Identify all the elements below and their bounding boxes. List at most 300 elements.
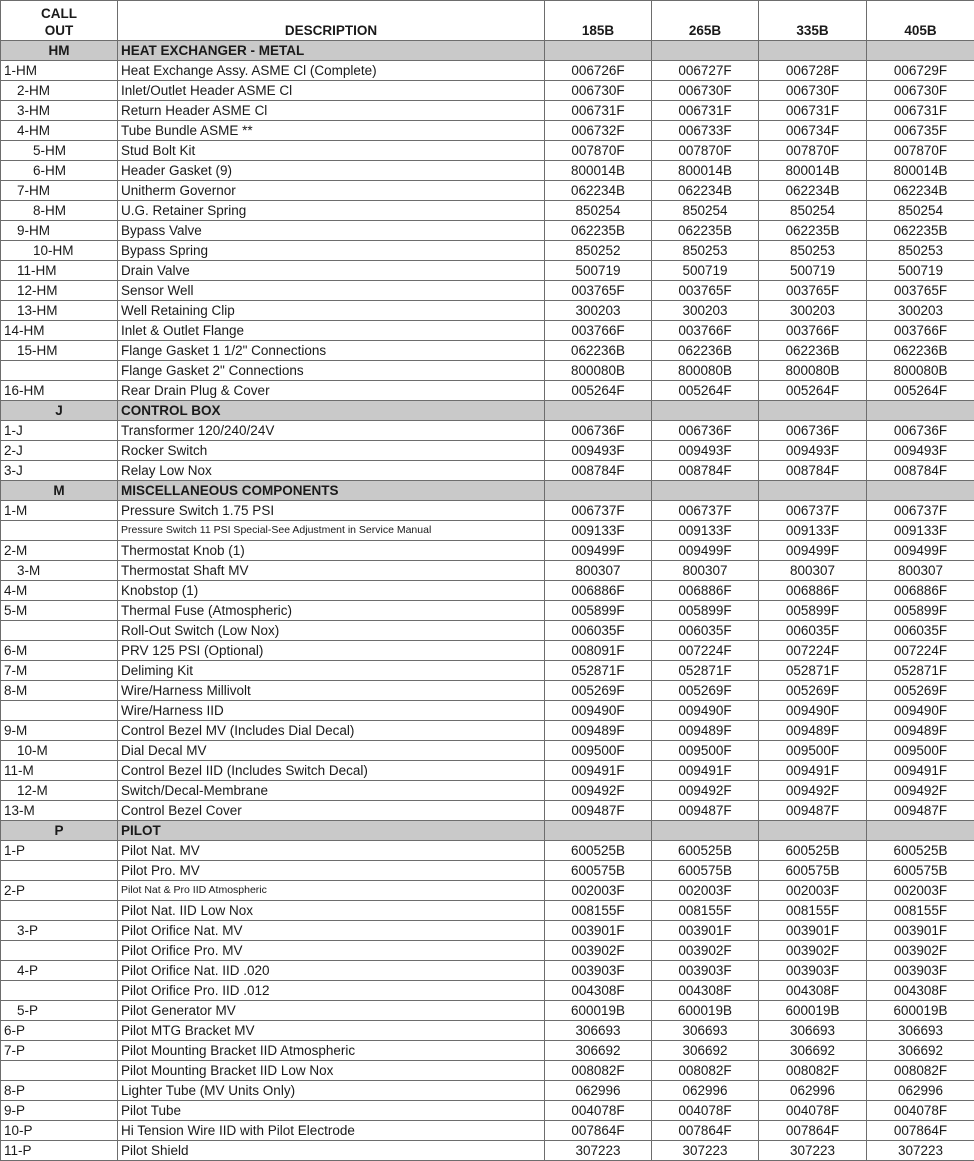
part-number-cell: 800014B: [545, 161, 652, 181]
header-row: [1, 1, 974, 41]
callout-cell: [1, 941, 118, 961]
table-row: [1, 1141, 974, 1161]
part-number-cell: 062235B: [867, 221, 974, 241]
part-number-cell: 052871F: [867, 661, 974, 681]
part-number-cell: 006728F: [759, 61, 867, 81]
part-number-cell: 006886F: [652, 581, 759, 601]
part-number-cell: 008784F: [759, 461, 867, 481]
part-number-cell: 007224F: [867, 641, 974, 661]
part-number-cell: 006730F: [652, 81, 759, 101]
part-number-cell: 004308F: [652, 981, 759, 1001]
section-header-row: [1, 41, 974, 61]
table-row: [1, 61, 974, 81]
table-row: [1, 141, 974, 161]
model-header-335b: 335B: [759, 1, 867, 41]
part-number-cell: 009490F: [759, 701, 867, 721]
part-number-cell: 008155F: [867, 901, 974, 921]
table-row: [1, 681, 974, 701]
part-number-cell: 009490F: [545, 701, 652, 721]
description-cell: Inlet/Outlet Header ASME Cl: [118, 81, 545, 101]
section-title: CONTROL BOX: [118, 401, 545, 421]
part-number-cell: 009499F: [867, 541, 974, 561]
part-number-cell: 009133F: [759, 521, 867, 541]
callout-cell: 8-M: [1, 681, 118, 701]
part-number-cell: 008784F: [652, 461, 759, 481]
callout-cell: 9-P: [1, 1101, 118, 1121]
part-number-cell: 006736F: [759, 421, 867, 441]
part-number-cell: 003766F: [759, 321, 867, 341]
part-number-cell: 008784F: [867, 461, 974, 481]
table-row: [1, 301, 974, 321]
callout-cell: 2-J: [1, 441, 118, 461]
part-number-cell: 007864F: [652, 1121, 759, 1141]
part-number-cell: 009499F: [652, 541, 759, 561]
part-number-cell: 008155F: [759, 901, 867, 921]
description-cell: Transformer 120/240/24V: [118, 421, 545, 441]
part-number-cell: 800307: [759, 561, 867, 581]
description-cell: Tube Bundle ASME **: [118, 121, 545, 141]
part-number-cell: 006035F: [545, 621, 652, 641]
part-number-cell: 005899F: [652, 601, 759, 621]
table-row: [1, 121, 974, 141]
part-number-cell: 002003F: [759, 881, 867, 901]
section-empty-cell: [867, 41, 974, 61]
part-number-cell: 600525B: [652, 841, 759, 861]
part-number-cell: 006731F: [867, 101, 974, 121]
callout-cell: 5-HM: [1, 141, 118, 161]
section-code: M: [1, 481, 118, 501]
callout-cell: 8-P: [1, 1081, 118, 1101]
part-number-cell: 008155F: [545, 901, 652, 921]
callout-cell: 7-HM: [1, 181, 118, 201]
callout-cell: [1, 981, 118, 1001]
part-number-cell: 800080B: [867, 361, 974, 381]
part-number-cell: 600019B: [545, 1001, 652, 1021]
description-cell: Thermostat Shaft MV: [118, 561, 545, 581]
part-number-cell: 008082F: [759, 1061, 867, 1081]
part-number-cell: 009491F: [759, 761, 867, 781]
part-number-cell: 300203: [652, 301, 759, 321]
description-cell: Thermostat Knob (1): [118, 541, 545, 561]
part-number-cell: 003901F: [652, 921, 759, 941]
callout-cell: 2-M: [1, 541, 118, 561]
description-cell: Heat Exchange Assy. ASME Cl (Complete): [118, 61, 545, 81]
section-empty-cell: [867, 821, 974, 841]
description-cell: Control Bezel IID (Includes Switch Decal): [118, 761, 545, 781]
description-cell: Knobstop (1): [118, 581, 545, 601]
part-number-cell: 009492F: [759, 781, 867, 801]
callout-cell: [1, 621, 118, 641]
table-row: [1, 761, 974, 781]
part-number-cell: 009493F: [759, 441, 867, 461]
description-cell: Sensor Well: [118, 281, 545, 301]
section-empty-cell: [759, 821, 867, 841]
part-number-cell: 800307: [652, 561, 759, 581]
description-cell: Pilot MTG Bracket MV: [118, 1021, 545, 1041]
part-number-cell: 600575B: [652, 861, 759, 881]
part-number-cell: 003902F: [652, 941, 759, 961]
table-row: [1, 361, 974, 381]
table-row: [1, 1061, 974, 1081]
description-cell: Relay Low Nox: [118, 461, 545, 481]
part-number-cell: 306693: [652, 1021, 759, 1041]
table-row: [1, 641, 974, 661]
callout-cell: 6-HM: [1, 161, 118, 181]
callout-cell: [1, 901, 118, 921]
part-number-cell: 600525B: [545, 841, 652, 861]
table-row: [1, 1081, 974, 1101]
part-number-cell: 007870F: [759, 141, 867, 161]
part-number-cell: 003765F: [867, 281, 974, 301]
callout-cell: 9-M: [1, 721, 118, 741]
part-number-cell: 800080B: [545, 361, 652, 381]
section-empty-cell: [759, 481, 867, 501]
description-cell: Drain Valve: [118, 261, 545, 281]
part-number-cell: 307223: [867, 1141, 974, 1161]
callout-cell: [1, 861, 118, 881]
part-number-cell: 600575B: [545, 861, 652, 881]
part-number-cell: 009489F: [652, 721, 759, 741]
part-number-cell: 800080B: [759, 361, 867, 381]
table-row: [1, 961, 974, 981]
part-number-cell: 003902F: [867, 941, 974, 961]
table-row: [1, 801, 974, 821]
part-number-cell: 003766F: [545, 321, 652, 341]
callout-cell: 10-M: [1, 741, 118, 761]
table-row: [1, 721, 974, 741]
description-cell: Deliming Kit: [118, 661, 545, 681]
description-cell: Rocker Switch: [118, 441, 545, 461]
callout-cell: 11-P: [1, 1141, 118, 1161]
table-row: [1, 581, 974, 601]
part-number-cell: 800014B: [759, 161, 867, 181]
part-number-cell: 062235B: [652, 221, 759, 241]
part-number-cell: 009492F: [545, 781, 652, 801]
part-number-cell: 008082F: [545, 1061, 652, 1081]
description-cell: Inlet & Outlet Flange: [118, 321, 545, 341]
callout-cell: 7-P: [1, 1041, 118, 1061]
part-number-cell: 006737F: [759, 501, 867, 521]
callout-cell: [1, 361, 118, 381]
part-number-cell: 306692: [759, 1041, 867, 1061]
part-number-cell: 062236B: [652, 341, 759, 361]
part-number-cell: 306693: [545, 1021, 652, 1041]
table-row: [1, 1041, 974, 1061]
part-number-cell: 300203: [867, 301, 974, 321]
part-number-cell: 600019B: [652, 1001, 759, 1021]
description-cell: Well Retaining Clip: [118, 301, 545, 321]
table-row: [1, 1101, 974, 1121]
part-number-cell: 009499F: [545, 541, 652, 561]
part-number-cell: 062996: [759, 1081, 867, 1101]
callout-header-line1: CALL: [41, 6, 77, 21]
part-number-cell: 006731F: [652, 101, 759, 121]
part-number-cell: 006737F: [545, 501, 652, 521]
callout-cell: 13-HM: [1, 301, 118, 321]
part-number-cell: 307223: [652, 1141, 759, 1161]
table-row: [1, 981, 974, 1001]
section-header-row: [1, 821, 974, 841]
description-cell: Switch/Decal-Membrane: [118, 781, 545, 801]
table-row: [1, 881, 974, 901]
table-row: [1, 381, 974, 401]
part-number-cell: 500719: [759, 261, 867, 281]
description-cell: Pilot Tube: [118, 1101, 545, 1121]
part-number-cell: 003901F: [759, 921, 867, 941]
callout-cell: 13-M: [1, 801, 118, 821]
description-cell: Pilot Nat. IID Low Nox: [118, 901, 545, 921]
section-header-row: [1, 401, 974, 421]
part-number-cell: 062234B: [652, 181, 759, 201]
table-row: [1, 181, 974, 201]
part-number-cell: 006732F: [545, 121, 652, 141]
callout-cell: 5-P: [1, 1001, 118, 1021]
description-cell: U.G. Retainer Spring: [118, 201, 545, 221]
table-row: [1, 941, 974, 961]
part-number-cell: 005264F: [867, 381, 974, 401]
description-cell: Pilot Orifice Nat. IID .020: [118, 961, 545, 981]
callout-header-line2: OUT: [44, 23, 74, 38]
table-row: [1, 201, 974, 221]
part-number-cell: 005269F: [545, 681, 652, 701]
callout-cell: 5-M: [1, 601, 118, 621]
description-cell: Pilot Shield: [118, 1141, 545, 1161]
section-code: J: [1, 401, 118, 421]
part-number-cell: 009133F: [652, 521, 759, 541]
part-number-cell: 007870F: [545, 141, 652, 161]
callout-cell: 3-J: [1, 461, 118, 481]
part-number-cell: 850253: [759, 241, 867, 261]
table-row: [1, 1121, 974, 1141]
description-cell: Wire/Harness IID: [118, 701, 545, 721]
table-row: [1, 241, 974, 261]
part-number-cell: 800307: [867, 561, 974, 581]
part-number-cell: 062234B: [545, 181, 652, 201]
part-number-cell: 008784F: [545, 461, 652, 481]
description-cell: Pilot Orifice Pro. MV: [118, 941, 545, 961]
part-number-cell: 006886F: [545, 581, 652, 601]
description-cell: Pilot Orifice Nat. MV: [118, 921, 545, 941]
table-row: [1, 601, 974, 621]
part-number-cell: 005899F: [759, 601, 867, 621]
part-number-cell: 005264F: [759, 381, 867, 401]
table-row: [1, 741, 974, 761]
part-number-cell: 600525B: [759, 841, 867, 861]
part-number-cell: 009133F: [867, 521, 974, 541]
part-number-cell: 006886F: [867, 581, 974, 601]
description-cell: Pilot Mounting Bracket IID Atmospheric: [118, 1041, 545, 1061]
part-number-cell: 006735F: [867, 121, 974, 141]
description-cell: Pilot Generator MV: [118, 1001, 545, 1021]
part-number-cell: 004078F: [545, 1101, 652, 1121]
table-row: [1, 321, 974, 341]
table-row: [1, 561, 974, 581]
callout-cell: 3-M: [1, 561, 118, 581]
description-cell: Dial Decal MV: [118, 741, 545, 761]
table-row: [1, 1001, 974, 1021]
part-number-cell: 800014B: [652, 161, 759, 181]
description-cell: Bypass Valve: [118, 221, 545, 241]
part-number-cell: 006734F: [759, 121, 867, 141]
part-number-cell: 006730F: [545, 81, 652, 101]
part-number-cell: 003903F: [867, 961, 974, 981]
part-number-cell: 003901F: [545, 921, 652, 941]
part-number-cell: 307223: [759, 1141, 867, 1161]
part-number-cell: 003765F: [759, 281, 867, 301]
part-number-cell: 062235B: [759, 221, 867, 241]
part-number-cell: 003902F: [759, 941, 867, 961]
callout-cell: 11-HM: [1, 261, 118, 281]
callout-cell: 10-HM: [1, 241, 118, 261]
model-header-405b: 405B: [867, 1, 974, 41]
callout-cell: 6-M: [1, 641, 118, 661]
description-cell: Flange Gasket 1 1/2" Connections: [118, 341, 545, 361]
description-cell: Wire/Harness Millivolt: [118, 681, 545, 701]
part-number-cell: 008082F: [652, 1061, 759, 1081]
description-cell: Header Gasket (9): [118, 161, 545, 181]
table-row: [1, 521, 974, 541]
table-row: [1, 81, 974, 101]
table-row: [1, 541, 974, 561]
part-number-cell: 005264F: [545, 381, 652, 401]
part-number-cell: 005269F: [759, 681, 867, 701]
part-number-cell: 003765F: [652, 281, 759, 301]
callout-cell: 2-HM: [1, 81, 118, 101]
part-number-cell: 006733F: [652, 121, 759, 141]
part-number-cell: 006035F: [759, 621, 867, 641]
callout-cell: 3-P: [1, 921, 118, 941]
description-cell: Flange Gasket 2" Connections: [118, 361, 545, 381]
part-number-cell: 006736F: [545, 421, 652, 441]
part-number-cell: 002003F: [545, 881, 652, 901]
callout-cell: 14-HM: [1, 321, 118, 341]
part-number-cell: 850254: [759, 201, 867, 221]
part-number-cell: 005264F: [652, 381, 759, 401]
part-number-cell: 006730F: [759, 81, 867, 101]
part-number-cell: 850253: [652, 241, 759, 261]
part-number-cell: 009487F: [652, 801, 759, 821]
part-number-cell: 009500F: [759, 741, 867, 761]
part-number-cell: 006035F: [652, 621, 759, 641]
section-title: MISCELLANEOUS COMPONENTS: [118, 481, 545, 501]
part-number-cell: 007864F: [545, 1121, 652, 1141]
table-row: [1, 661, 974, 681]
part-number-cell: 600575B: [867, 861, 974, 881]
callout-cell: 4-HM: [1, 121, 118, 141]
section-empty-cell: [652, 821, 759, 841]
part-number-cell: 052871F: [545, 661, 652, 681]
part-number-cell: 003901F: [867, 921, 974, 941]
section-empty-cell: [545, 481, 652, 501]
part-number-cell: 004308F: [867, 981, 974, 1001]
part-number-cell: 062236B: [759, 341, 867, 361]
part-number-cell: 009487F: [545, 801, 652, 821]
part-number-cell: 800080B: [652, 361, 759, 381]
description-cell: Control Bezel MV (Includes Dial Decal): [118, 721, 545, 741]
part-number-cell: 009489F: [759, 721, 867, 741]
part-number-cell: 062234B: [759, 181, 867, 201]
table-row: [1, 841, 974, 861]
part-number-cell: 850252: [545, 241, 652, 261]
section-empty-cell: [545, 401, 652, 421]
part-number-cell: 306692: [545, 1041, 652, 1061]
description-cell: Control Bezel Cover: [118, 801, 545, 821]
table-row: [1, 701, 974, 721]
part-number-cell: 006035F: [867, 621, 974, 641]
part-number-cell: 006737F: [867, 501, 974, 521]
part-number-cell: 005899F: [545, 601, 652, 621]
part-number-cell: 062996: [545, 1081, 652, 1101]
part-number-cell: 007224F: [652, 641, 759, 661]
description-cell: Pilot Mounting Bracket IID Low Nox: [118, 1061, 545, 1081]
part-number-cell: 600575B: [759, 861, 867, 881]
callout-cell: 12-HM: [1, 281, 118, 301]
callout-cell: 3-HM: [1, 101, 118, 121]
part-number-cell: 009500F: [652, 741, 759, 761]
part-number-cell: 006727F: [652, 61, 759, 81]
table-row: [1, 921, 974, 941]
part-number-cell: 003902F: [545, 941, 652, 961]
part-number-cell: 009490F: [867, 701, 974, 721]
part-number-cell: 052871F: [759, 661, 867, 681]
callout-cell: 9-HM: [1, 221, 118, 241]
table-row: [1, 261, 974, 281]
part-number-cell: 008082F: [867, 1061, 974, 1081]
part-number-cell: 009489F: [867, 721, 974, 741]
description-cell: Bypass Spring: [118, 241, 545, 261]
part-number-cell: 306692: [867, 1041, 974, 1061]
part-number-cell: 003766F: [652, 321, 759, 341]
part-number-cell: 006731F: [545, 101, 652, 121]
part-number-cell: 007864F: [759, 1121, 867, 1141]
part-number-cell: 006736F: [867, 421, 974, 441]
part-number-cell: 007864F: [867, 1121, 974, 1141]
part-number-cell: 009133F: [545, 521, 652, 541]
description-cell: Rear Drain Plug & Cover: [118, 381, 545, 401]
description-cell: Stud Bolt Kit: [118, 141, 545, 161]
table-row: [1, 621, 974, 641]
part-number-cell: 004078F: [867, 1101, 974, 1121]
part-number-cell: 007224F: [759, 641, 867, 661]
table-row: [1, 1021, 974, 1041]
part-number-cell: 500719: [545, 261, 652, 281]
part-number-cell: 800307: [545, 561, 652, 581]
part-number-cell: 062235B: [545, 221, 652, 241]
part-number-cell: 005269F: [867, 681, 974, 701]
table-row: [1, 341, 974, 361]
callout-cell: 4-M: [1, 581, 118, 601]
table-header: [1, 1, 974, 41]
part-number-cell: 008091F: [545, 641, 652, 661]
callout-cell: [1, 701, 118, 721]
table-row: [1, 461, 974, 481]
description-cell: PRV 125 PSI (Optional): [118, 641, 545, 661]
section-header-row: [1, 481, 974, 501]
part-number-cell: 009491F: [652, 761, 759, 781]
section-empty-cell: [652, 481, 759, 501]
part-number-cell: 006729F: [867, 61, 974, 81]
table-row: [1, 901, 974, 921]
table-row: [1, 421, 974, 441]
part-number-cell: 006736F: [652, 421, 759, 441]
section-empty-cell: [545, 41, 652, 61]
table-row: [1, 281, 974, 301]
part-number-cell: 009491F: [545, 761, 652, 781]
part-number-cell: 306693: [759, 1021, 867, 1041]
section-empty-cell: [867, 401, 974, 421]
description-cell: Pilot Pro. MV: [118, 861, 545, 881]
table-row: [1, 221, 974, 241]
